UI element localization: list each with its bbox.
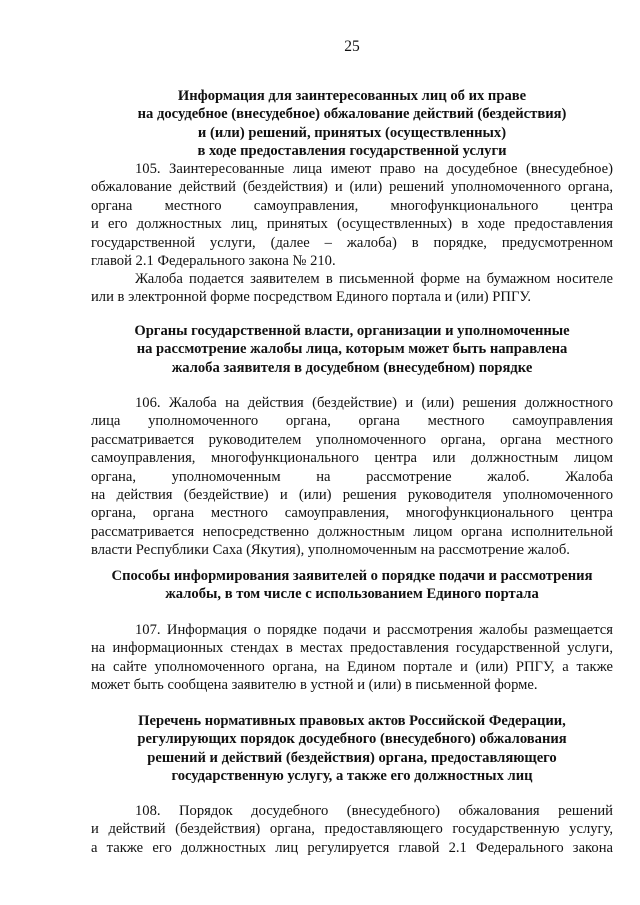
text-line: на сайте уполномоченного органа, на Едином портале и (или) РПГУ, а также [91, 658, 613, 675]
heading-line: Информация для заинтересованных лиц об их праве [177, 88, 527, 104]
heading-line: на рассмотрение жалобы лица, которым может быть направлена [136, 341, 568, 358]
text-line: или в электронной форме посредством Единого портала и (или) РПГУ. [91, 289, 531, 306]
text-line: 106. Жалоба на действия (бездействие) и (или) решения должностного [135, 395, 613, 411]
text-line: 107. Информация о порядке подачи и рассмотрения жалобы размещается [135, 622, 613, 638]
text-line: Жалоба подается заявителем в письменной форме на бумажном носителе [135, 271, 613, 287]
text-line: рассматривается непосредственно должностным лицом органа исполнительной [91, 523, 613, 540]
text-line: на действия (бездействие) и (или) решения руководителя уполномоченного [91, 487, 613, 504]
heading-line: и (или) решений, принятых (осуществленных) [197, 124, 507, 141]
text-line: лица уполномоченного органа, органа местного самоуправления [91, 413, 613, 430]
text-line: государственной услуги, (далее – жалоба) в порядке, предусмотренном [91, 234, 613, 251]
text-line: власти Республики Саха (Якутия), уполномоченным на рассмотрение жалоб. [91, 542, 570, 559]
heading-line: Органы государственной власти, организации и уполномоченные [134, 323, 570, 339]
text-line: и действий (бездействия) органа, предоставляющего государственную услугу, [91, 821, 613, 838]
text-line: на информационных стендах в местах предоставления государственной услуги, [91, 640, 613, 657]
paragraph-105 [91, 160, 613, 270]
heading-line: жалоба заявителя в досудебном (внесудебном) порядке [171, 359, 533, 376]
section-heading-review-bodies [91, 322, 613, 377]
text-line: а также его должностных лиц регулируется главой 2.1 Федерального закона [91, 839, 613, 856]
section-heading-complaint-rights [91, 87, 613, 161]
text-line: главой 2.1 Федерального закона № 210. [91, 253, 336, 270]
text-line: органа, органа местного самоуправления, многофункционального центра [91, 505, 613, 522]
heading-line: на досудебное (внесудебное) обжалование действий (бездействия) [137, 106, 567, 123]
paragraph-107 [91, 621, 613, 695]
page-number: 25 [344, 38, 360, 55]
text-line: органа местного самоуправления, многофункционального центра [91, 197, 613, 214]
text-line: и его должностных лиц, принятых (осуществленных) в ходе предоставления [91, 216, 613, 233]
text-line: обжалование действий (бездействия) и (или) решений уполномоченного органа, [91, 179, 613, 196]
text-line: органа, уполномоченным на рассмотрение жалоб. Жалоба [91, 468, 613, 485]
paragraph-105-continued [91, 270, 613, 307]
heading-line: Способы информирования заявителей о порядке подачи и рассмотрения [111, 568, 593, 584]
section-heading-informing-methods [91, 567, 613, 604]
heading-line: государственную услугу, а также его должностных лиц [171, 768, 533, 785]
text-line: 108. Порядок досудебного (внесудебного) обжалования решений [135, 803, 613, 819]
text-line: самоуправления, многофункционального центра или должностным лицом [91, 450, 613, 467]
section-heading-regulatory-acts [91, 712, 613, 786]
text-line: рассматривается руководителем уполномоченного органа, органа местного [91, 431, 613, 448]
heading-line: регулирующих порядок досудебного (внесудебного) обжалования [137, 731, 567, 748]
paragraph-106 [91, 394, 613, 560]
paragraph-108 [91, 802, 613, 857]
heading-line: Перечень нормативных правовых актов Российской Федерации, [138, 713, 566, 729]
heading-line: жалобы, в том числе с использованием Единого портала [165, 586, 539, 603]
text-line: 105. Заинтересованные лица имеют право на досудебное (внесудебное) [135, 161, 613, 177]
heading-line: в ходе предоставления государственной услуги [197, 143, 507, 160]
text-line: может быть сообщена заявителю в устной и (или) в письменной форме. [91, 677, 538, 694]
heading-line: решений и действий (бездействия) органа, предоставляющего [147, 749, 557, 766]
